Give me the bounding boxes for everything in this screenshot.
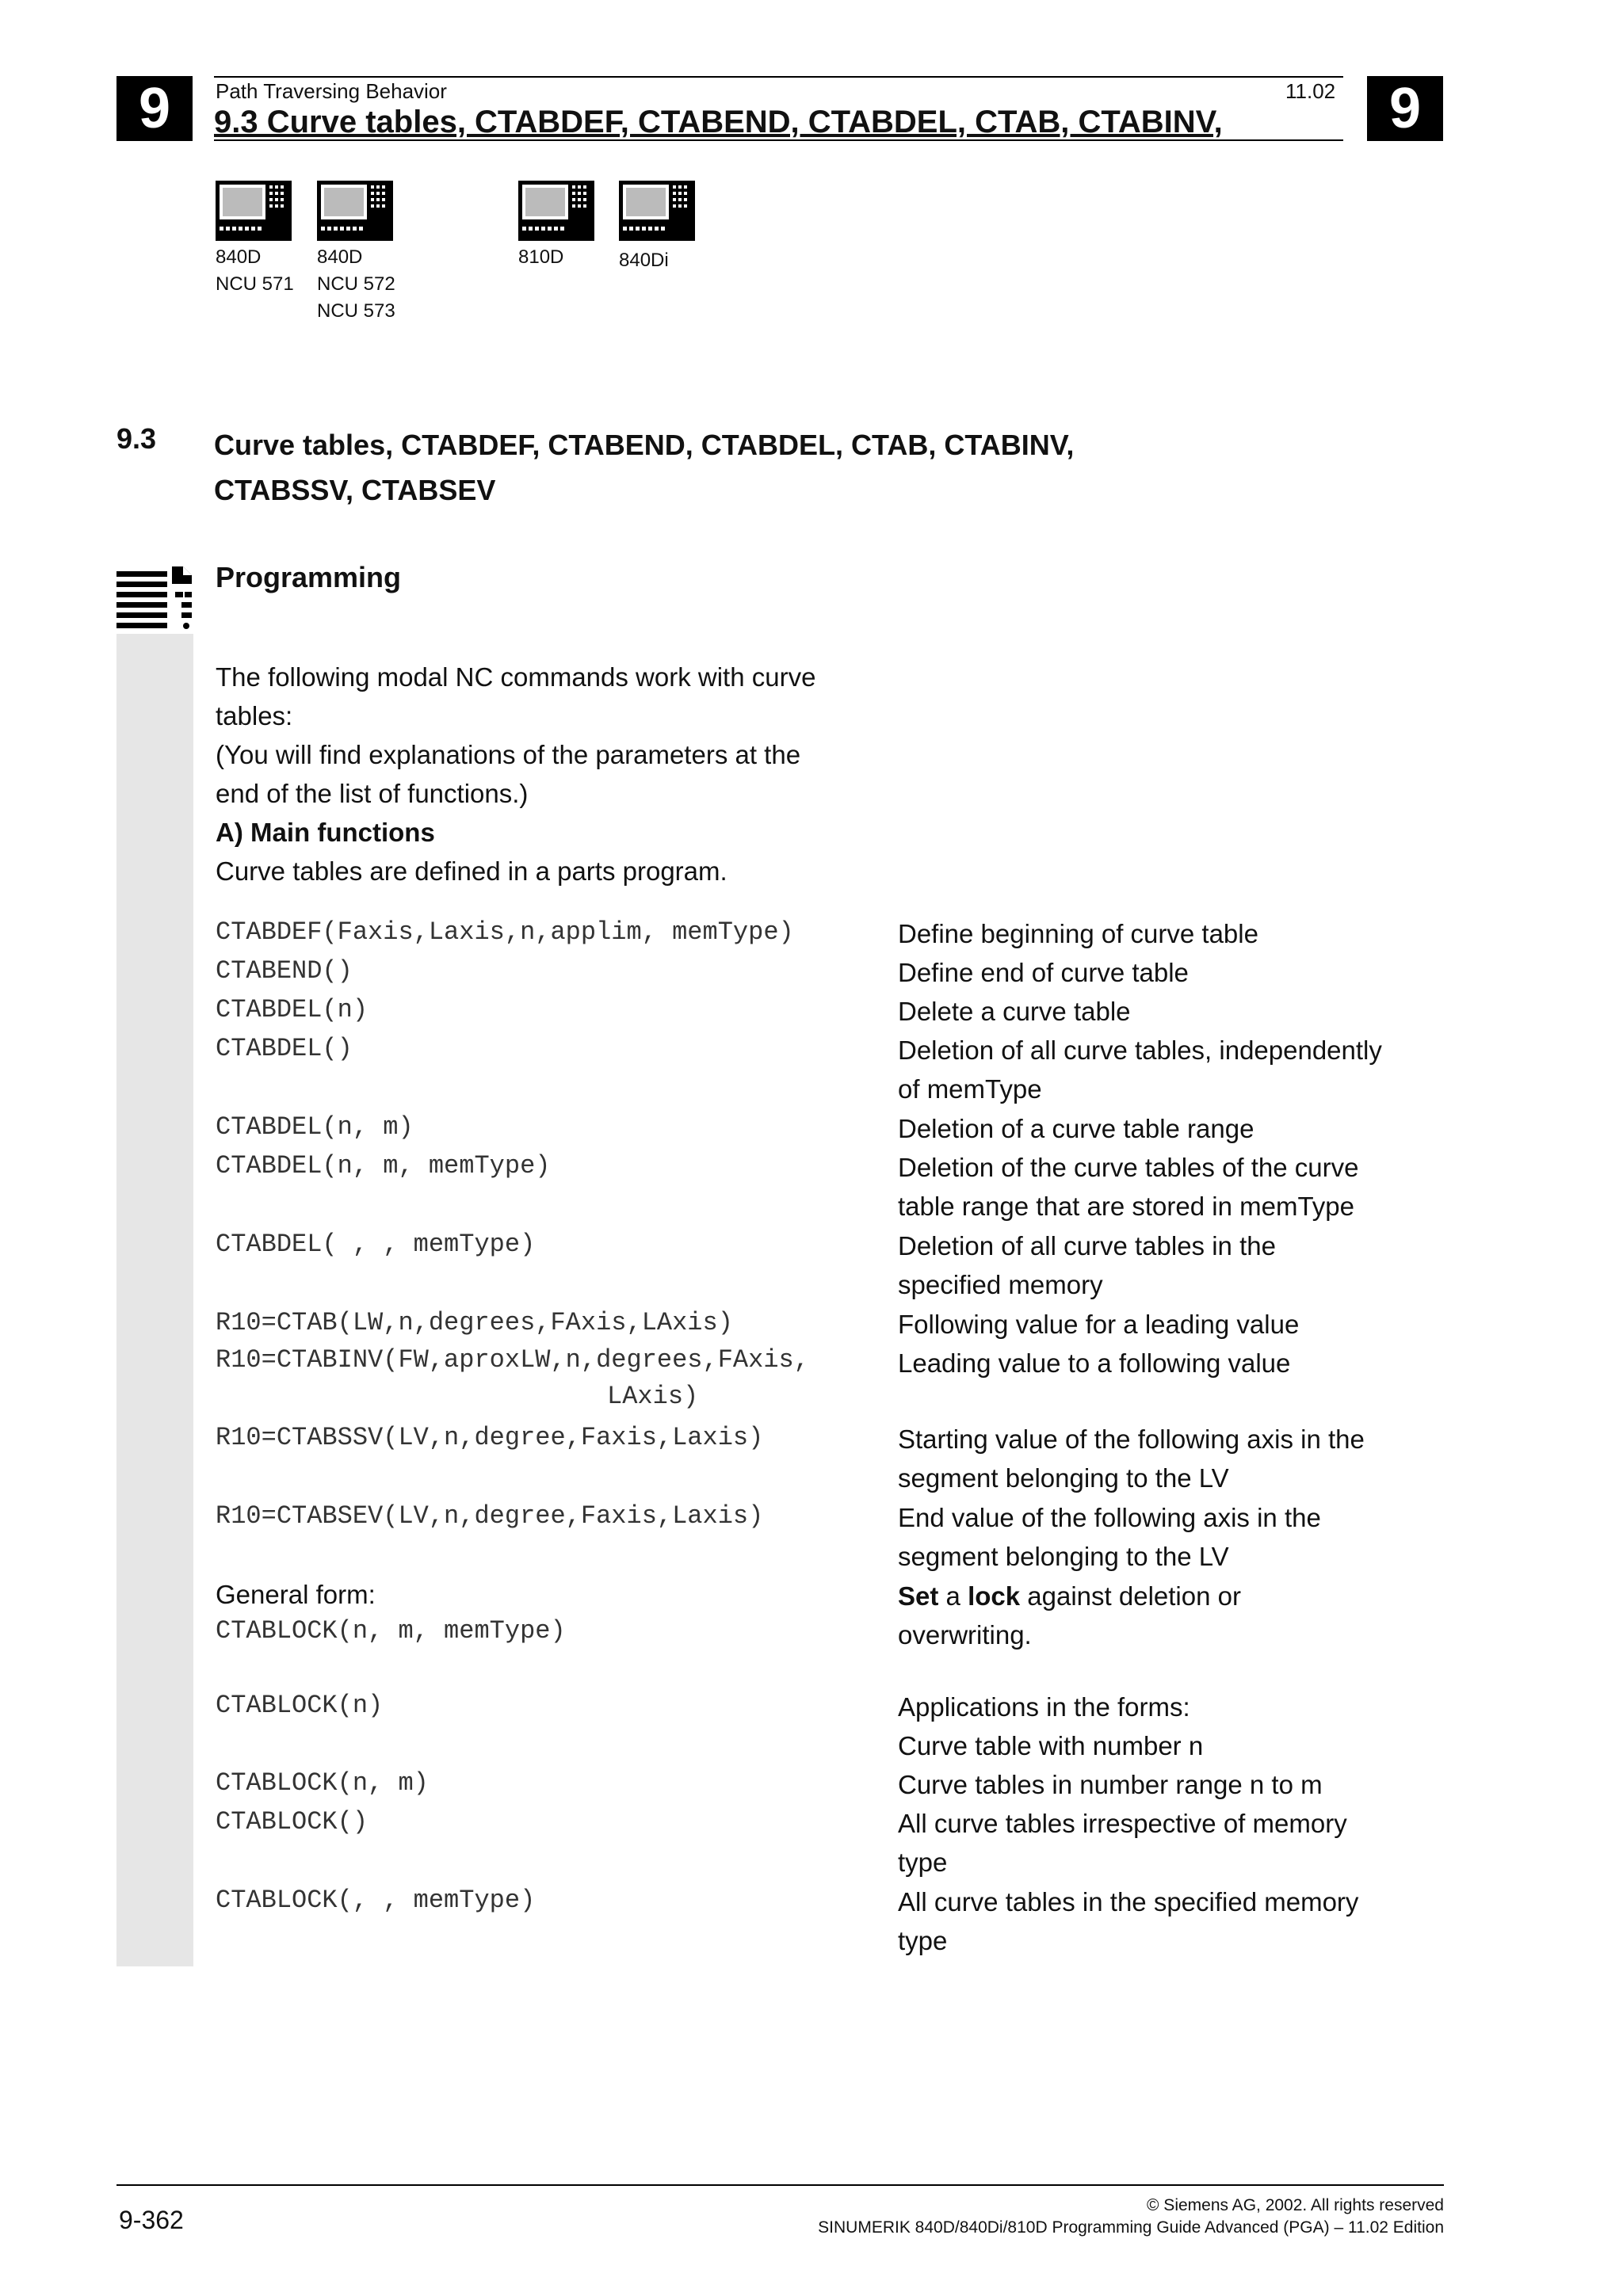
command-code: R10=CTAB(LW,n,degrees,FAxis,LAxis): [216, 1308, 733, 1337]
command-desc: Deletion of all curve tables in the specified memory: [898, 1231, 1276, 1299]
lock-form-code: CTABLOCK(n, m): [216, 1768, 429, 1798]
command-code: R10=CTABSEV(LV,n,degree,Faxis,Laxis): [216, 1501, 764, 1531]
section-number: 9.3: [116, 422, 157, 455]
lock-form-desc: All curve tables in the specified memory type: [898, 1887, 1359, 1955]
lock-form-desc: Curve tables in number range n to m: [898, 1770, 1323, 1799]
page-number: 9-362: [119, 2206, 184, 2234]
lock-form-desc: All curve tables irrespective of memory type: [898, 1809, 1347, 1877]
command-code: CTABDEF(Faxis,Laxis,n,applim, memType): [216, 917, 794, 947]
command-code: CTABDEL(n, m): [216, 1112, 414, 1142]
section-title: Curve tables, CTABDEF, CTABEND, CTABDEL, CTAB, CTABINV, CTABSSV, CTABSEV: [214, 429, 1075, 506]
control-panel-icon: [518, 181, 594, 241]
chapter-number-right: 9: [1367, 76, 1443, 141]
running-title: Path Traversing Behavior: [216, 79, 447, 103]
general-form: General form: CTABLOCK(n, m, memType): [216, 1580, 566, 1646]
command-desc: Starting value of the following axis in the segment belonging to the LV: [898, 1425, 1365, 1493]
command-code: CTABDEL(n, m, memType): [216, 1151, 551, 1180]
header-rule-top: [214, 76, 1343, 78]
command-desc: Define end of curve table: [898, 958, 1189, 987]
intro-text: The following modal NC commands work with curve tables: (You will find explanations of the parameters at the end of the list of functions.) A) Main functions Curve tables are defined in a parts program.: [216, 662, 816, 886]
command-desc: End value of the following axis in the segment belonging to the LV: [898, 1503, 1321, 1571]
header-rule-bottom: [214, 139, 1343, 141]
command-code: R10=CTABINV(FW,aproxLW,n,degrees,FAxis, LAxis): [216, 1345, 809, 1411]
lock-form-code: CTABLOCK(, , memType): [216, 1886, 536, 1915]
control-panel-icon: [619, 181, 695, 241]
lock-form-code: CTABLOCK(n): [216, 1691, 384, 1720]
command-code: CTABDEL(): [216, 1034, 353, 1063]
margin-bar: [116, 634, 193, 1966]
lock-desc: Set a lock against deletion or overwriting.: [898, 1581, 1241, 1650]
control-label-840d-571: 840D NCU 571: [216, 246, 294, 295]
control-panel-icon: [216, 181, 292, 241]
command-desc: Leading value to a following value: [898, 1348, 1291, 1378]
command-desc: Deletion of all curve tables, independently of memType: [898, 1035, 1382, 1104]
control-label-810d: 810D: [518, 246, 564, 268]
programming-icon: [116, 566, 193, 634]
edition: 11.02: [1285, 79, 1336, 103]
command-code: CTABDEL( , , memType): [216, 1230, 536, 1259]
command-code: R10=CTABSSV(LV,n,degree,Faxis,Laxis): [216, 1423, 764, 1452]
command-desc: Delete a curve table: [898, 997, 1131, 1026]
command-desc: Deletion of the curve tables of the curve table range that are stored in memType: [898, 1153, 1359, 1221]
manual-title: SINUMERIK 840D/840Di/810D Programming Guide Advanced (PGA) – 11.02 Edition: [818, 2218, 1444, 2237]
lock-form-code: CTABLOCK(): [216, 1807, 369, 1836]
copyright: © Siemens AG, 2002. All rights reserved: [1147, 2196, 1444, 2214]
header-section-title: 9.3 Curve tables, CTABDEF, CTABEND, CTABDEL, CTAB, CTABINV,: [214, 105, 1223, 139]
command-desc: Define beginning of curve table: [898, 919, 1258, 948]
main-functions-heading: A) Main functions: [216, 818, 435, 847]
control-panel-icon: [317, 181, 393, 241]
control-label-840di: 840Di: [619, 250, 669, 271]
chapter-number-left: 9: [116, 76, 193, 141]
control-label-840d-572: 840D NCU 572 NCU 573: [317, 246, 395, 322]
command-desc: Deletion of a curve table range: [898, 1114, 1254, 1143]
command-desc: Following value for a leading value: [898, 1310, 1300, 1339]
programming-heading: Programming: [216, 561, 402, 593]
footer-rule: [116, 2184, 1444, 2186]
command-code: CTABEND(): [216, 956, 353, 986]
lock-form-desc: Applications in the forms: Curve table with number n: [898, 1692, 1204, 1760]
command-code: CTABDEL(n): [216, 995, 369, 1024]
